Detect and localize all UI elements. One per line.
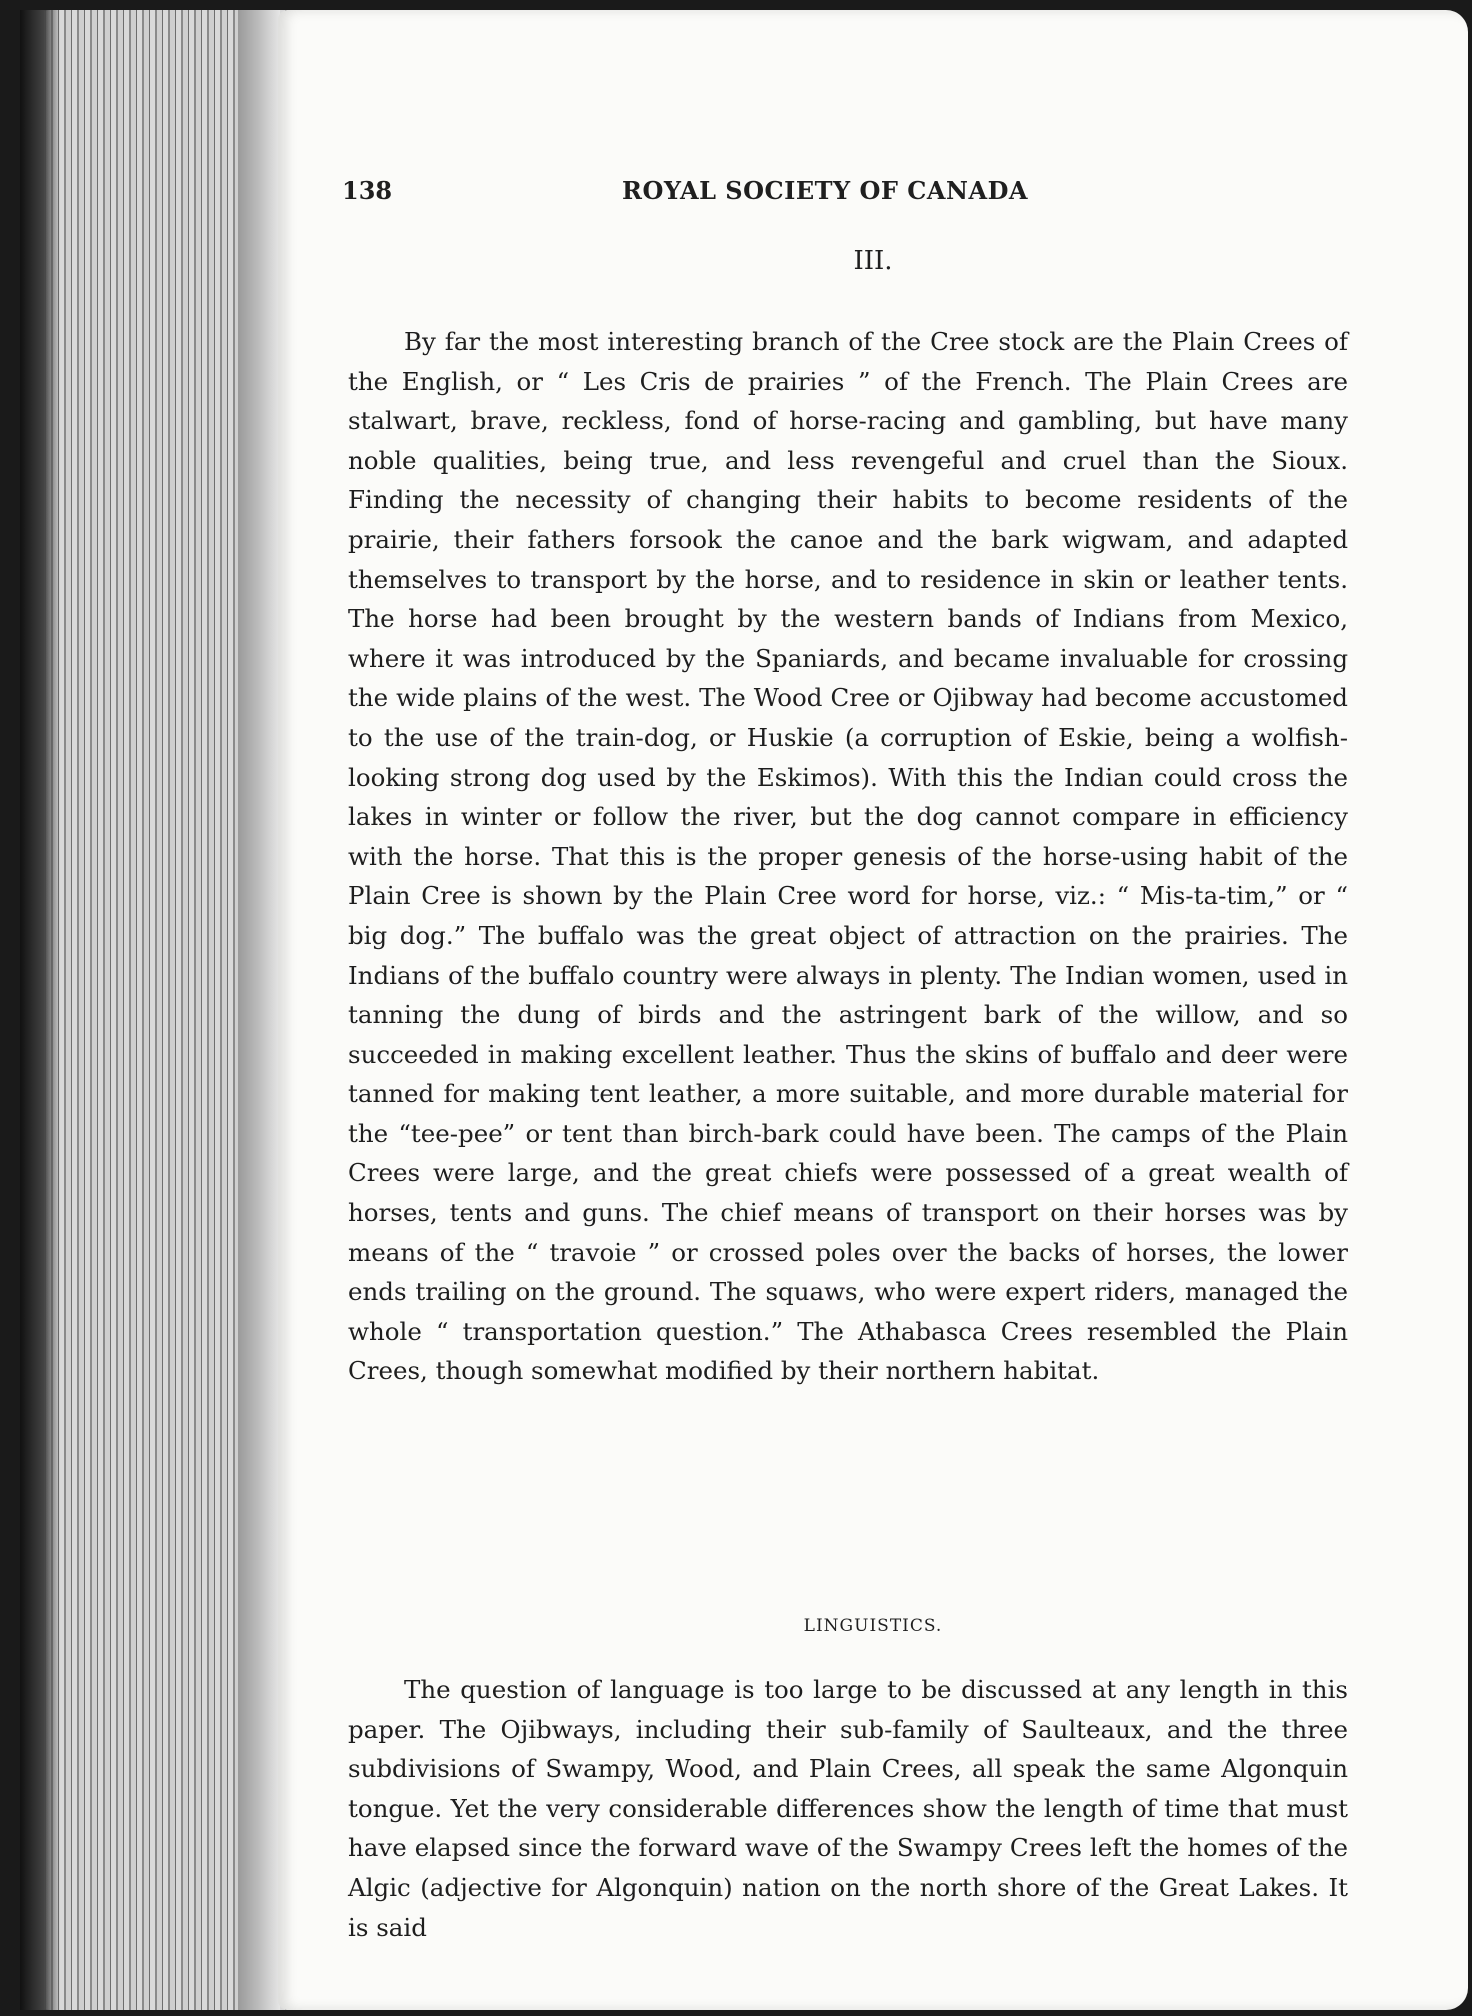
running-head [342,176,1342,212]
section-subheading: LINGUISTICS. [803,1616,943,1636]
page-number: 138 [342,176,393,205]
section-number: III. [853,246,893,276]
body-paragraph: The question of language is too large to be discussed at any length in this paper. The Ojibways, including their sub-family of Saulteaux, and the three subdivisions of Swampy, Wood, and Plain Crees, all speak the same Algonquin tongue. Yet the very considerable differences show the length of time that must have elapsed since the forward wave of the Swampy Crees left the homes of the Algic (adjective for Algonquin) nation on the north shore of the Great Lakes. It is said [348,1675,1348,1942]
running-title: ROYAL SOCIETY OF CANADA [622,176,1029,205]
gutter-shadow [238,10,280,2010]
body-paragraph: By far the most interesting branch of the Cree stock are the Plain Crees of the English, or “ Les Cris de prairies ” of the French. The Plain Crees are stalwart, brave, reckless, fond of horse-racing and gambling, but have many noble qualities, being true, and less revengeful and cruel than the Sioux. Finding the necessity of changing their habits to become residents of the prairie, their fathers forsook the canoe and the bark wigwam, and adapted themselves to transport by the horse, and to residence in skin or leather tents. The horse had been brought by the western bands of Indians from Mexico, where it was introduced by the Spaniards, and became invaluable for crossing the wide plains of the west. The Wood Cree or Ojibway had become accustomed to the use of the train-dog, or Huskie (a corruption of Eskie, being a wolfish-looking strong dog used by the Eskimos). With this the Indian could cross the lakes in winter or follow the river, but the dog cannot compare in efficiency with the horse. That this is the proper genesis of the horse-using habit of the Plain Cree is shown by the Plain Cree word for horse, viz.: “ Mis-ta-tim,” or “ big dog.” The buffalo was the great object of attraction on the prairies. The Indians of the buffalo country were always in plenty. The Indian women, used in tanning the dung of birds and the astringent bark of the willow, and so succeeded in making excellent leather. Thus the skins of buffalo and deer were tanned for making tent leather, a more suitable, and more durable material for the “tee-pee” or tent than birch-bark could have been. The camps of the Plain Crees were large, and the great chiefs were possessed of a great wealth of horses, tents and guns. The chief means of transport on their horses was by means of the “ travoie ” or crossed poles over the backs of horses, the lower ends trailing on the ground. The squaws, who were expert riders, managed the whole “ transportation question.” The Athabasca Crees resembled the Plain Crees, though somewhat modified by their northern habitat. [348,327,1348,1386]
book-page [278,10,1468,2010]
